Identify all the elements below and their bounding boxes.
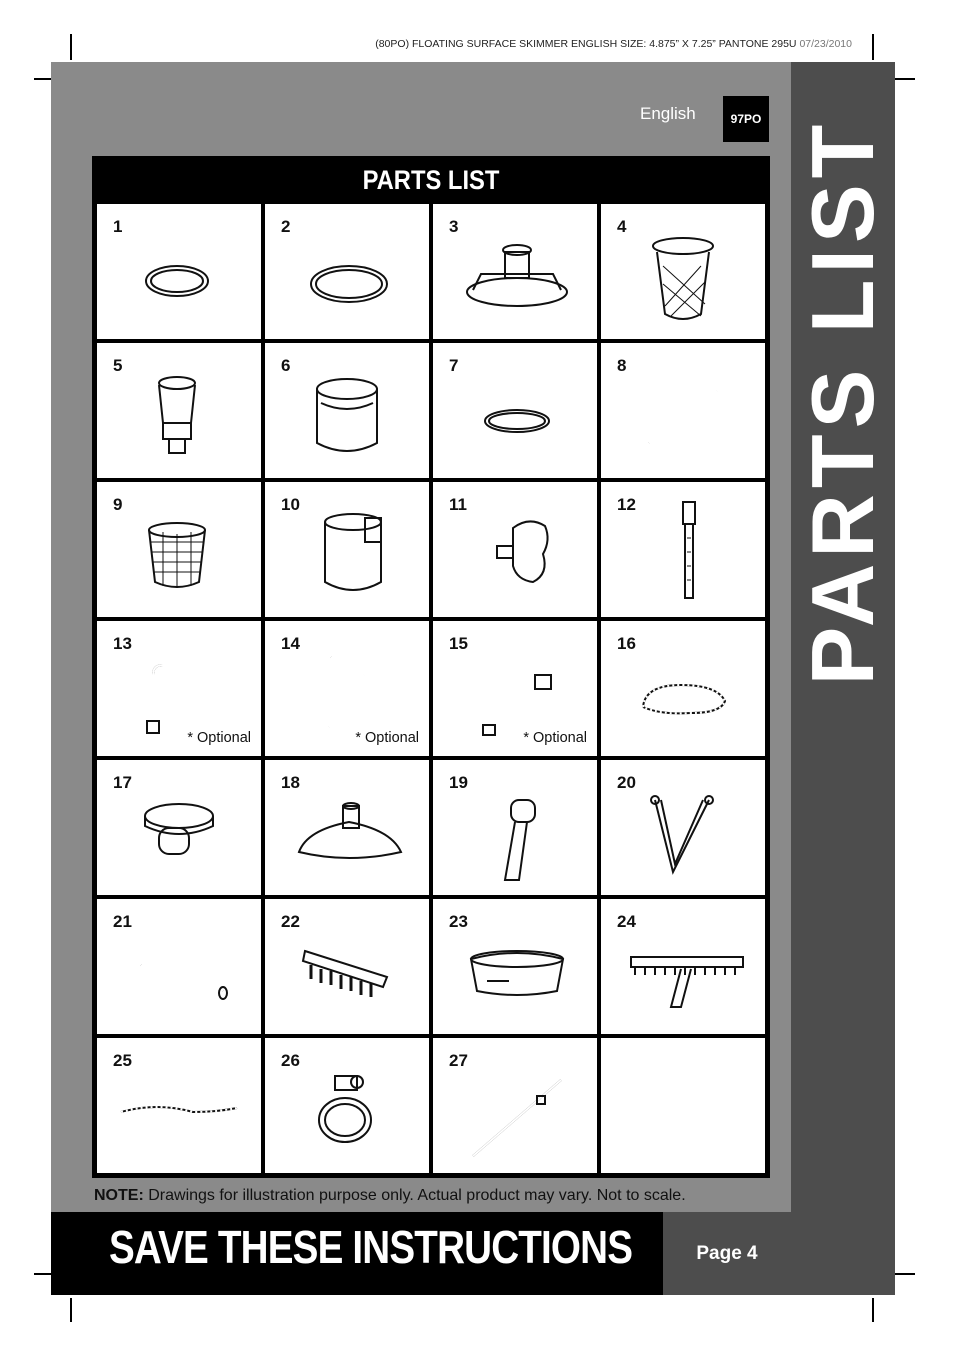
part-cell-27	[433, 1038, 597, 1173]
part-number: 18	[281, 773, 300, 792]
part-cell-20	[601, 760, 765, 895]
part-number: 21	[113, 912, 132, 931]
print-header	[375, 38, 852, 50]
optional-label: * Optional	[355, 730, 419, 746]
part-cell-17	[97, 760, 261, 895]
optional-label: * Optional	[523, 730, 587, 746]
part-cell-15	[433, 621, 597, 756]
part-number: 6	[281, 356, 291, 375]
part-number: 2	[281, 217, 291, 236]
sidebar	[791, 62, 895, 1295]
part-number: 11	[449, 495, 467, 514]
wall-brush-icon	[601, 899, 765, 1034]
print-header-date: 07/23/2010	[799, 38, 852, 50]
part-cell-2	[265, 204, 429, 339]
part-number: 25	[113, 1051, 132, 1070]
footer-bar	[51, 1212, 663, 1295]
part-cell-5	[97, 343, 261, 478]
crop-mark	[70, 1298, 72, 1322]
part-number: 22	[281, 912, 300, 931]
crop-mark	[872, 34, 874, 60]
part-cell-7	[433, 343, 597, 478]
part-number: 24	[617, 912, 636, 931]
part-cell-16	[601, 621, 765, 756]
part-number: 27	[449, 1051, 468, 1070]
sidebar-title: PARTS LIST	[793, 118, 892, 686]
filter-basket-icon	[601, 204, 765, 339]
part-cell-3	[433, 204, 597, 339]
float-canister-icon	[265, 343, 429, 478]
part-number: 8	[617, 356, 627, 375]
v-clip-icon	[601, 760, 765, 895]
part-number: 13	[113, 634, 132, 653]
skimmer-body-icon	[265, 482, 429, 617]
language-label: English	[640, 104, 696, 123]
part-number: 15	[449, 634, 468, 653]
vacuum-head-icon	[265, 760, 429, 895]
knob-icon	[433, 482, 597, 617]
parts-list-title: PARTS LIST	[362, 164, 500, 195]
hose-clamp-icon	[265, 1038, 429, 1173]
part-cell-11	[433, 482, 597, 617]
hose-adapter-icon	[433, 760, 597, 895]
part-cell-22	[265, 899, 429, 1034]
crop-mark	[895, 1273, 915, 1275]
threaded-cap-icon	[97, 760, 261, 895]
crop-mark	[895, 78, 915, 80]
part-cell-26	[265, 1038, 429, 1173]
footer-title: SAVE THESE INSTRUCTIONS	[109, 1221, 633, 1273]
part-cell-21	[97, 899, 261, 1034]
crop-mark	[34, 78, 52, 80]
part-cell-12	[601, 482, 765, 617]
part-cell-8	[601, 343, 765, 478]
part-number: 3	[449, 217, 459, 236]
part-number: 19	[449, 773, 468, 792]
part-cell-4	[601, 204, 765, 339]
part-cell-23	[433, 899, 597, 1034]
part-number: 16	[617, 634, 636, 653]
strap-icon	[601, 482, 765, 617]
adapter-housing-icon	[97, 343, 261, 478]
brush-head-icon	[265, 899, 429, 1034]
part-number: 1	[113, 217, 123, 236]
part-number: 4	[617, 217, 627, 236]
note-label: NOTE:	[94, 1187, 144, 1204]
hose-icon	[601, 621, 765, 756]
gasket-large-icon	[265, 204, 429, 339]
part-number: 12	[617, 495, 636, 514]
part-number: 26	[281, 1051, 300, 1070]
part-number: 20	[617, 773, 636, 792]
leaf-skimmer-icon	[433, 899, 597, 1034]
part-cell-6	[265, 343, 429, 478]
skimmer-base-icon	[433, 204, 597, 339]
short-hose-icon	[97, 1038, 261, 1173]
part-number: 7	[449, 356, 459, 375]
part-cell-10	[265, 482, 429, 617]
part-cell-9	[97, 482, 261, 617]
part-number: 17	[113, 773, 132, 792]
parts-list-panel	[92, 156, 770, 1178]
part-number: 23	[449, 912, 468, 931]
telescopic-pole-icon	[433, 1038, 597, 1173]
part-number: 10	[281, 495, 300, 514]
part-cell-19	[433, 760, 597, 895]
page-number: Page 4	[663, 1212, 791, 1295]
crop-mark	[34, 1273, 52, 1275]
part-cell-18	[265, 760, 429, 895]
part-cell-25	[97, 1038, 261, 1173]
part-cell-24	[601, 899, 765, 1034]
o-ring-icon	[433, 343, 597, 478]
part-cell-13	[97, 621, 261, 756]
curved-bracket-icon	[601, 343, 765, 478]
part-cell-empty	[601, 1038, 765, 1173]
part-cell-14	[265, 621, 429, 756]
note	[94, 1187, 686, 1205]
language-badge: 97PO	[723, 96, 769, 142]
part-cell-1	[97, 204, 261, 339]
part-number: 14	[281, 634, 300, 653]
strainer-basket-icon	[97, 482, 261, 617]
print-header-text: (80PO) FLOATING SURFACE SKIMMER ENGLISH SIZE: 4.875” X 7.25” PANTONE 295U	[375, 38, 797, 50]
note-text: Drawings for illustration purpose only. Actual product may vary. Not to scale.	[143, 1187, 686, 1204]
optional-label: * Optional	[187, 730, 251, 746]
crop-mark	[872, 1298, 874, 1322]
crop-mark	[70, 34, 72, 60]
part-number: 9	[113, 495, 123, 514]
parts-grid	[97, 204, 765, 1173]
pin-icon	[97, 899, 261, 1034]
gasket-small-icon	[97, 204, 261, 339]
part-number: 5	[113, 356, 123, 375]
